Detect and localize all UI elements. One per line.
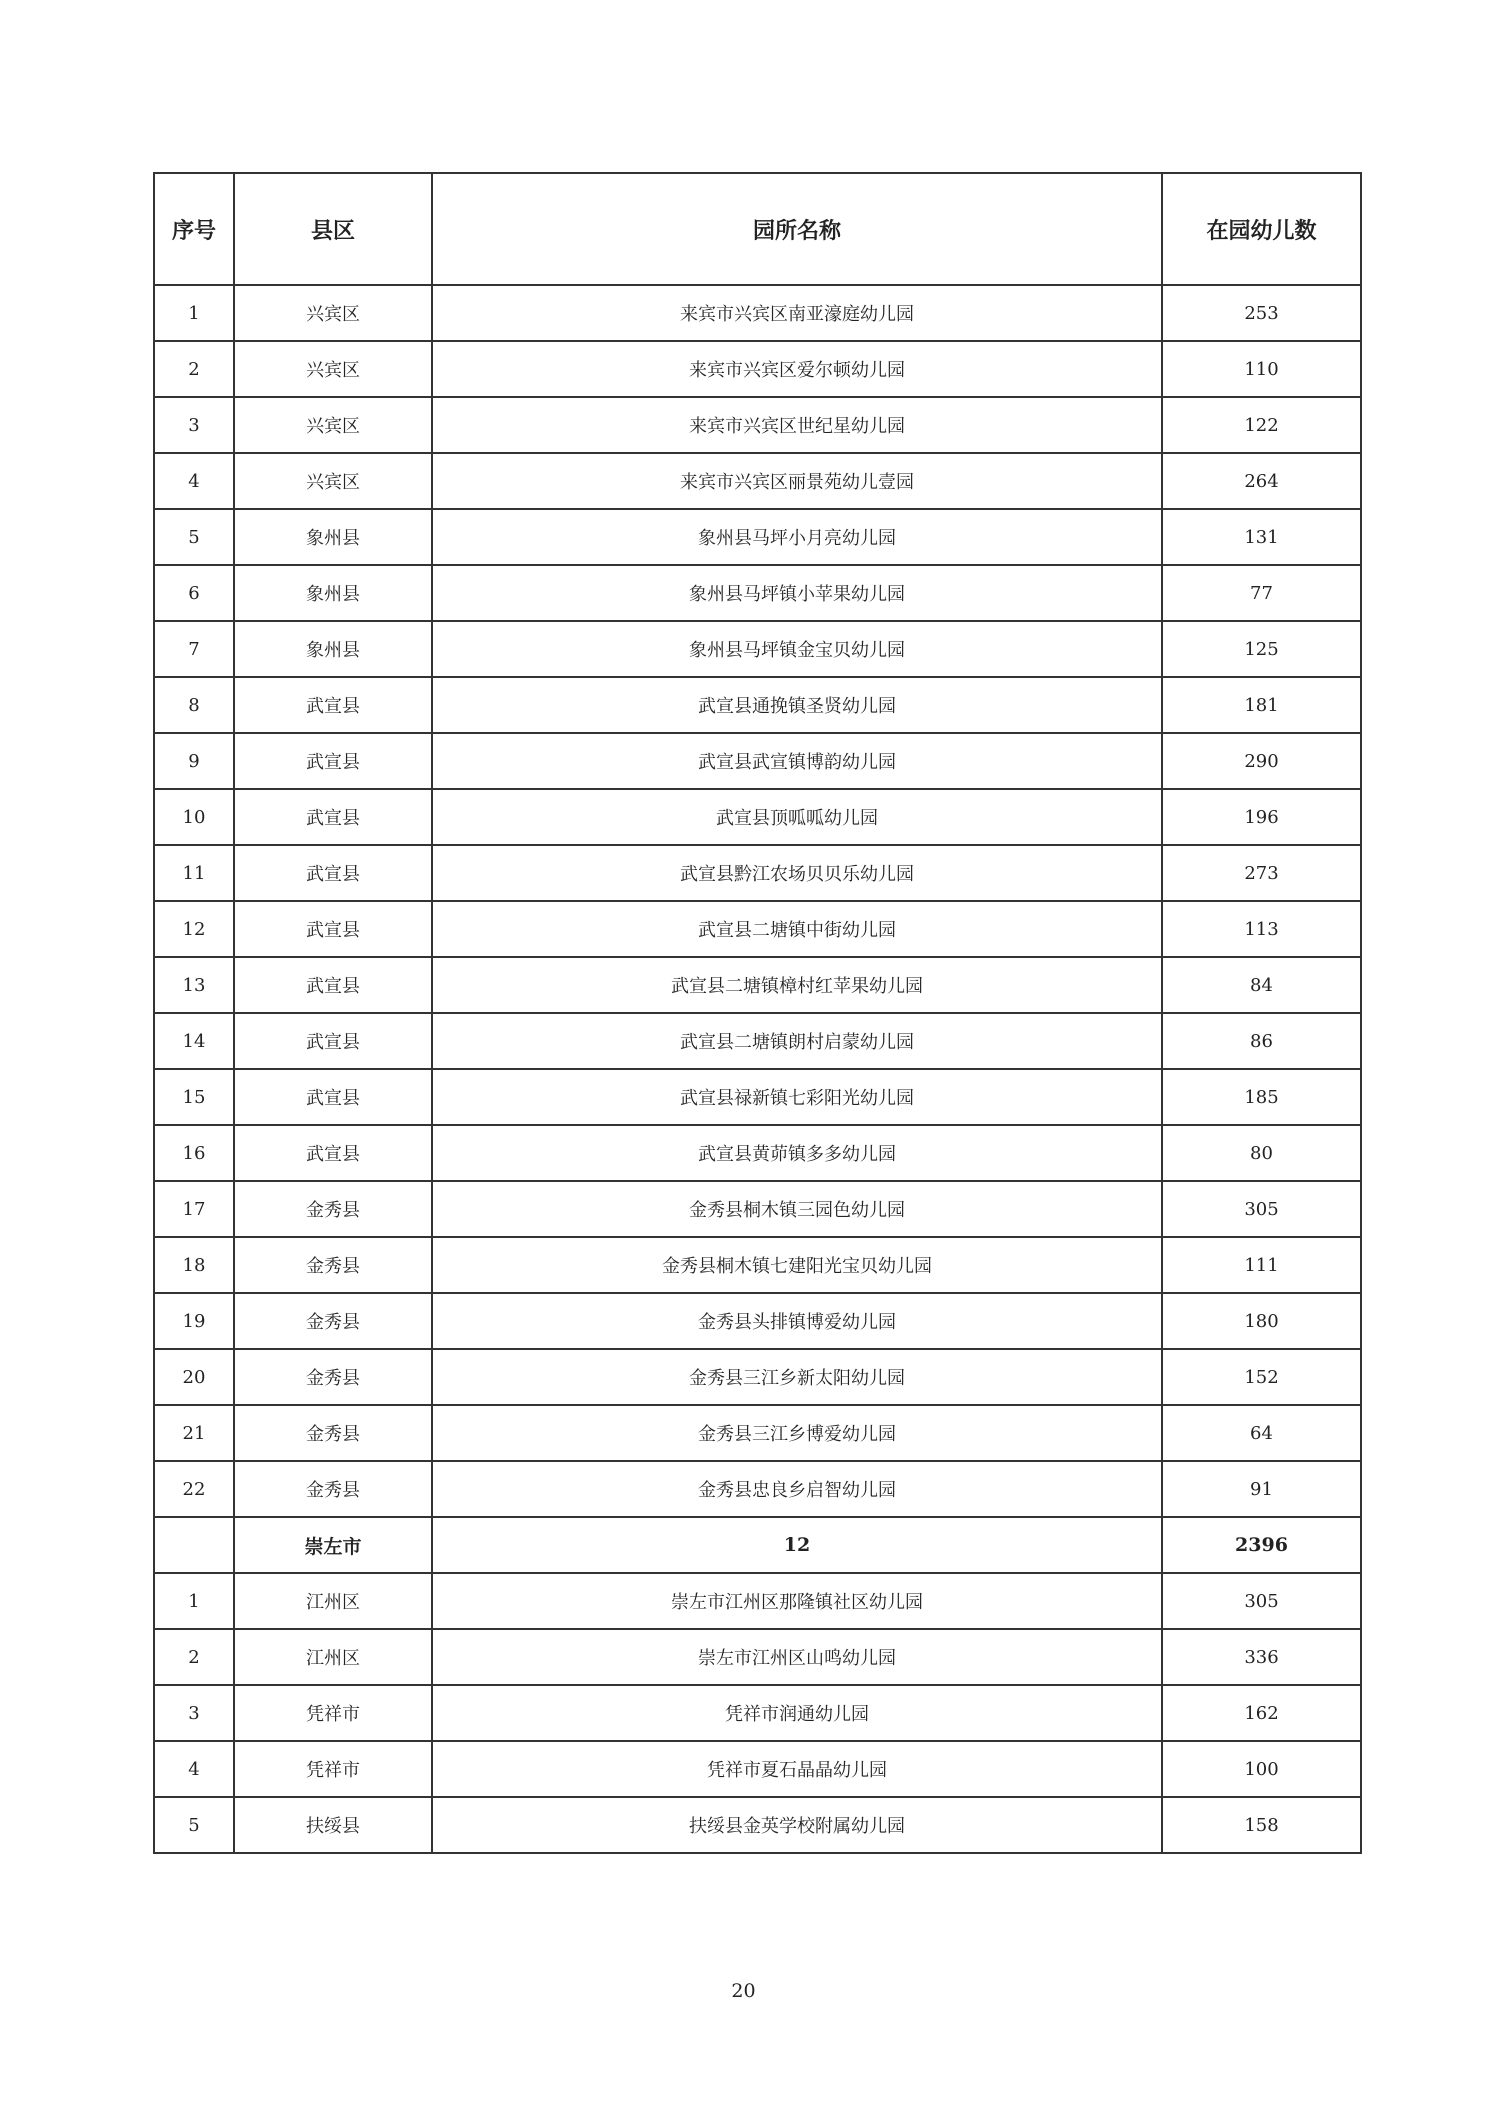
cell-county: 武宣县 <box>234 1125 432 1181</box>
table-row <box>154 1013 1361 1069</box>
cell-count: 122 <box>1162 397 1361 453</box>
cell-name: 象州县马坪镇小苹果幼儿园 <box>432 565 1162 621</box>
cell-name: 象州县马坪镇金宝贝幼儿园 <box>432 621 1162 677</box>
table-row <box>154 733 1361 789</box>
table-row <box>154 453 1361 509</box>
cell-name: 金秀县头排镇博爱幼儿园 <box>432 1293 1162 1349</box>
cell-seq: 2 <box>154 341 234 397</box>
cell-count: 290 <box>1162 733 1361 789</box>
cell-seq: 8 <box>154 677 234 733</box>
cell-county: 武宣县 <box>234 789 432 845</box>
table-row <box>154 1629 1361 1685</box>
cell-name: 12 <box>432 1517 1162 1573</box>
cell-count: 80 <box>1162 1125 1361 1181</box>
cell-count: 84 <box>1162 957 1361 1013</box>
table-row <box>154 789 1361 845</box>
cell-count: 125 <box>1162 621 1361 677</box>
cell-seq: 4 <box>154 453 234 509</box>
cell-seq: 16 <box>154 1125 234 1181</box>
cell-county: 金秀县 <box>234 1237 432 1293</box>
cell-seq: 5 <box>154 1797 234 1853</box>
cell-county: 扶绥县 <box>234 1797 432 1853</box>
cell-count: 91 <box>1162 1461 1361 1517</box>
table-row <box>154 1125 1361 1181</box>
cell-county: 金秀县 <box>234 1293 432 1349</box>
cell-seq: 19 <box>154 1293 234 1349</box>
cell-count: 181 <box>1162 677 1361 733</box>
cell-name: 崇左市江州区山鸣幼儿园 <box>432 1629 1162 1685</box>
page-number: 20 <box>731 1980 756 2002</box>
cell-seq: 3 <box>154 1685 234 1741</box>
cell-count: 336 <box>1162 1629 1361 1685</box>
cell-name: 象州县马坪小月亮幼儿园 <box>432 509 1162 565</box>
cell-name: 武宣县禄新镇七彩阳光幼儿园 <box>432 1069 1162 1125</box>
cell-county: 金秀县 <box>234 1461 432 1517</box>
cell-seq: 1 <box>154 1573 234 1629</box>
cell-county: 凭祥市 <box>234 1685 432 1741</box>
cell-seq: 4 <box>154 1741 234 1797</box>
cell-count: 305 <box>1162 1573 1361 1629</box>
kindergarten-table <box>153 172 1362 1854</box>
table-row <box>154 1069 1361 1125</box>
cell-county: 象州县 <box>234 621 432 677</box>
cell-county: 崇左市 <box>234 1517 432 1573</box>
cell-county: 象州县 <box>234 509 432 565</box>
cell-seq: 21 <box>154 1405 234 1461</box>
table-row <box>154 397 1361 453</box>
cell-name: 武宣县二塘镇中街幼儿园 <box>432 901 1162 957</box>
cell-county: 金秀县 <box>234 1181 432 1237</box>
table-row <box>154 1237 1361 1293</box>
cell-seq: 17 <box>154 1181 234 1237</box>
table-row <box>154 1181 1361 1237</box>
table-row <box>154 1405 1361 1461</box>
cell-name: 来宾市兴宾区爱尔顿幼儿园 <box>432 341 1162 397</box>
cell-count: 185 <box>1162 1069 1361 1125</box>
cell-seq: 13 <box>154 957 234 1013</box>
cell-name: 崇左市江州区那隆镇社区幼儿园 <box>432 1573 1162 1629</box>
cell-name: 金秀县桐木镇三园色幼儿园 <box>432 1181 1162 1237</box>
cell-name: 扶绥县金英学校附属幼儿园 <box>432 1797 1162 1853</box>
table-row <box>154 1797 1361 1853</box>
cell-name: 金秀县三江乡博爱幼儿园 <box>432 1405 1162 1461</box>
header-count: 在园幼儿数 <box>1162 173 1361 285</box>
cell-name: 武宣县武宣镇博韵幼儿园 <box>432 733 1162 789</box>
table-header-row <box>154 173 1361 285</box>
cell-county: 凭祥市 <box>234 1741 432 1797</box>
cell-seq: 5 <box>154 509 234 565</box>
cell-seq: 18 <box>154 1237 234 1293</box>
cell-name: 来宾市兴宾区世纪星幼儿园 <box>432 397 1162 453</box>
cell-county: 江州区 <box>234 1573 432 1629</box>
table-row <box>154 957 1361 1013</box>
cell-seq: 9 <box>154 733 234 789</box>
table-row <box>154 509 1361 565</box>
cell-name: 来宾市兴宾区丽景苑幼儿壹园 <box>432 453 1162 509</box>
cell-county: 武宣县 <box>234 1069 432 1125</box>
header-name: 园所名称 <box>432 173 1162 285</box>
cell-name: 金秀县桐木镇七建阳光宝贝幼儿园 <box>432 1237 1162 1293</box>
table-row <box>154 901 1361 957</box>
cell-name: 武宣县通挽镇圣贤幼儿园 <box>432 677 1162 733</box>
cell-county: 兴宾区 <box>234 341 432 397</box>
cell-count: 196 <box>1162 789 1361 845</box>
cell-name: 武宣县黔江农场贝贝乐幼儿园 <box>432 845 1162 901</box>
cell-name: 来宾市兴宾区南亚濠庭幼儿园 <box>432 285 1162 341</box>
cell-name: 武宣县顶呱呱幼儿园 <box>432 789 1162 845</box>
cell-seq: 6 <box>154 565 234 621</box>
cell-name: 金秀县三江乡新太阳幼儿园 <box>432 1349 1162 1405</box>
cell-seq: 22 <box>154 1461 234 1517</box>
subtotal-row <box>154 1517 1361 1573</box>
cell-county: 象州县 <box>234 565 432 621</box>
table-row <box>154 621 1361 677</box>
cell-count: 64 <box>1162 1405 1361 1461</box>
cell-count: 273 <box>1162 845 1361 901</box>
cell-count: 113 <box>1162 901 1361 957</box>
cell-seq: 7 <box>154 621 234 677</box>
cell-name: 金秀县忠良乡启智幼儿园 <box>432 1461 1162 1517</box>
table-row <box>154 341 1361 397</box>
cell-county: 兴宾区 <box>234 397 432 453</box>
cell-county: 金秀县 <box>234 1405 432 1461</box>
cell-county: 武宣县 <box>234 957 432 1013</box>
cell-seq: 3 <box>154 397 234 453</box>
table-row <box>154 1685 1361 1741</box>
cell-count: 162 <box>1162 1685 1361 1741</box>
cell-seq: 2 <box>154 1629 234 1685</box>
table-row <box>154 1293 1361 1349</box>
cell-county: 兴宾区 <box>234 453 432 509</box>
cell-seq: 1 <box>154 285 234 341</box>
cell-seq: 14 <box>154 1013 234 1069</box>
cell-county: 武宣县 <box>234 901 432 957</box>
cell-count: 180 <box>1162 1293 1361 1349</box>
table-row <box>154 1741 1361 1797</box>
cell-seq: 10 <box>154 789 234 845</box>
cell-county: 江州区 <box>234 1629 432 1685</box>
table-row <box>154 845 1361 901</box>
cell-count: 86 <box>1162 1013 1361 1069</box>
header-seq: 序号 <box>154 173 234 285</box>
cell-count: 111 <box>1162 1237 1361 1293</box>
table-body <box>154 285 1361 1853</box>
cell-county: 金秀县 <box>234 1349 432 1405</box>
cell-county: 武宣县 <box>234 845 432 901</box>
cell-count: 131 <box>1162 509 1361 565</box>
cell-county: 兴宾区 <box>234 285 432 341</box>
cell-count: 305 <box>1162 1181 1361 1237</box>
cell-count: 264 <box>1162 453 1361 509</box>
cell-name: 凭祥市润通幼儿园 <box>432 1685 1162 1741</box>
cell-seq: 12 <box>154 901 234 957</box>
cell-count: 100 <box>1162 1741 1361 1797</box>
cell-name: 武宣县黄茆镇多多幼儿园 <box>432 1125 1162 1181</box>
table-row <box>154 1461 1361 1517</box>
table-row <box>154 1349 1361 1405</box>
cell-name: 凭祥市夏石晶晶幼儿园 <box>432 1741 1162 1797</box>
cell-count: 152 <box>1162 1349 1361 1405</box>
cell-seq: 15 <box>154 1069 234 1125</box>
table-row <box>154 285 1361 341</box>
cell-county: 武宣县 <box>234 677 432 733</box>
cell-seq: 11 <box>154 845 234 901</box>
cell-county: 武宣县 <box>234 1013 432 1069</box>
cell-count: 2396 <box>1162 1517 1361 1573</box>
cell-seq: 20 <box>154 1349 234 1405</box>
table-row <box>154 677 1361 733</box>
cell-count: 77 <box>1162 565 1361 621</box>
table-row <box>154 565 1361 621</box>
table-row <box>154 1573 1361 1629</box>
cell-county: 武宣县 <box>234 733 432 789</box>
cell-name: 武宣县二塘镇樟村红苹果幼儿园 <box>432 957 1162 1013</box>
cell-count: 158 <box>1162 1797 1361 1853</box>
cell-count: 253 <box>1162 285 1361 341</box>
cell-seq <box>154 1517 234 1573</box>
cell-name: 武宣县二塘镇朗村启蒙幼儿园 <box>432 1013 1162 1069</box>
header-county: 县区 <box>234 173 432 285</box>
cell-count: 110 <box>1162 341 1361 397</box>
